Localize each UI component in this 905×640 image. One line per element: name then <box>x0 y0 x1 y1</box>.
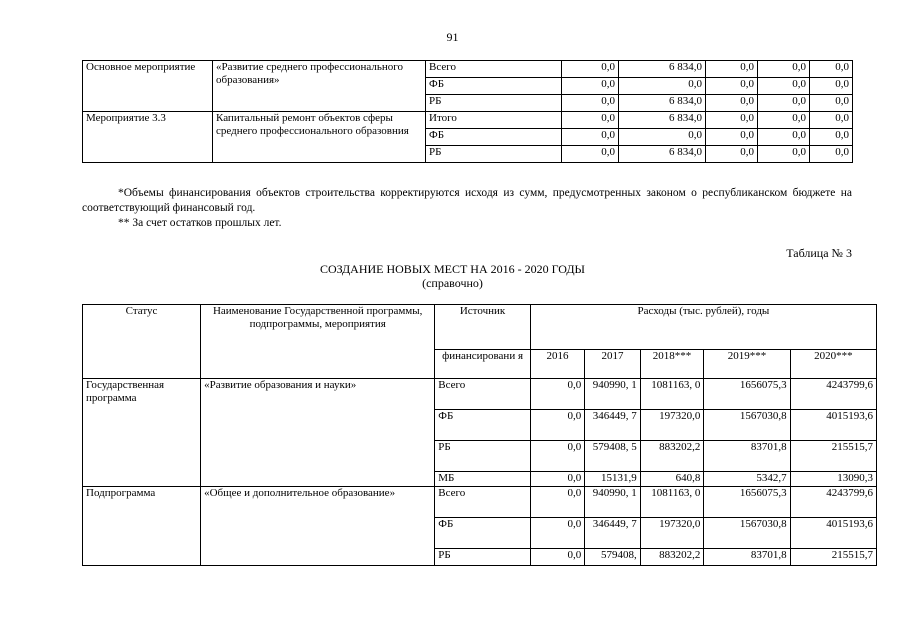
row-value: 0,0 <box>706 95 758 112</box>
row-value: 6 834,0 <box>619 61 706 78</box>
row-value: 0,0 <box>562 61 619 78</box>
row-value: 4015193,6 <box>790 410 876 441</box>
header-expenses: Расходы (тыс. рублей), годы <box>530 305 876 350</box>
header-year-2020: 2020*** <box>790 350 876 379</box>
row-value: 6 834,0 <box>619 112 706 129</box>
row-status: Мероприятие 3.3 <box>83 112 213 163</box>
title-line-2: (справочно) <box>422 276 483 290</box>
row-source: ФБ <box>435 518 531 549</box>
row-program-name: «Развитие образования и науки» <box>201 379 435 487</box>
row-value: 0,0 <box>758 146 810 163</box>
footnote-financing: *Объемы финансирования объектов строительства корректируются исходя из сумм, предусмотренных законом о республиканском бюджете на соответствующий финансовый год. <box>82 187 852 214</box>
row-program-name: «Общее и дополнительное образование» <box>201 487 435 566</box>
row-status: Государственная программа <box>83 379 201 487</box>
row-source: Всего <box>435 379 531 410</box>
row-value: 0,0 <box>810 61 853 78</box>
row-source: РБ <box>426 95 562 112</box>
row-source: Всего <box>435 487 531 518</box>
row-source: ФБ <box>426 129 562 146</box>
row-source: РБ <box>435 441 531 472</box>
row-value: 83701,8 <box>704 441 790 472</box>
row-value: 4243799,6 <box>790 487 876 518</box>
new-places-table <box>82 304 877 566</box>
row-source: Всего <box>426 61 562 78</box>
header-source-top: Источник <box>435 305 531 350</box>
header-year-2017: 2017 <box>585 350 640 379</box>
header-source-bottom: финансировани я <box>435 350 531 379</box>
row-value: 0,0 <box>706 61 758 78</box>
row-value: 940990, 1 <box>585 487 640 518</box>
row-value: 0,0 <box>706 129 758 146</box>
row-value: 0,0 <box>562 95 619 112</box>
header-year-2016: 2016 <box>530 350 584 379</box>
row-value: 0,0 <box>758 61 810 78</box>
table-row <box>83 61 853 78</box>
row-value: 0,0 <box>530 487 584 518</box>
row-value: 1081163, 0 <box>640 487 704 518</box>
row-value: 579408, 5 <box>585 441 640 472</box>
row-value: 0,0 <box>758 78 810 95</box>
table-title <box>0 262 905 290</box>
row-value: 215515,7 <box>790 441 876 472</box>
row-value: 0,0 <box>706 146 758 163</box>
row-value: 0,0 <box>758 129 810 146</box>
row-status: Основное мероприятие <box>83 61 213 112</box>
row-value: 4243799,6 <box>790 379 876 410</box>
row-value: 1656075,3 <box>704 487 790 518</box>
header-name: Наименование Государственной программы, подпрограммы, мероприятия <box>201 305 435 379</box>
row-value: 0,0 <box>706 78 758 95</box>
row-value: 0,0 <box>810 78 853 95</box>
row-value: 0,0 <box>530 549 584 566</box>
row-value: 0,0 <box>706 112 758 129</box>
row-source: ФБ <box>435 410 531 441</box>
row-value: 1081163, 0 <box>640 379 704 410</box>
row-value: 0,0 <box>530 441 584 472</box>
row-source: РБ <box>426 146 562 163</box>
row-value: 6 834,0 <box>619 95 706 112</box>
header-status: Статус <box>83 305 201 379</box>
row-value: 883202,2 <box>640 549 704 566</box>
row-source: МБ <box>435 472 531 487</box>
row-value: 0,0 <box>810 112 853 129</box>
row-value: 0,0 <box>562 78 619 95</box>
row-value: 5342,7 <box>704 472 790 487</box>
row-value: 1567030,8 <box>704 518 790 549</box>
row-value: 0,0 <box>562 146 619 163</box>
row-value: 1567030,8 <box>704 410 790 441</box>
row-value: 4015193,6 <box>790 518 876 549</box>
row-value: 883202,2 <box>640 441 704 472</box>
table-row <box>83 112 853 129</box>
row-value: 0,0 <box>619 78 706 95</box>
table-row <box>83 379 877 410</box>
row-value: 0,0 <box>758 95 810 112</box>
title-line-1: СОЗДАНИЕ НОВЫХ МЕСТ НА 2016 - 2020 ГОДЫ <box>320 262 585 276</box>
row-value: 640,8 <box>640 472 704 487</box>
row-value: 83701,8 <box>704 549 790 566</box>
table-number: Таблица № 3 <box>786 246 852 260</box>
row-value: 0,0 <box>810 95 853 112</box>
footnote-previous-years: ** За счет остатков прошлых лет. <box>118 217 282 229</box>
row-value: 940990, 1 <box>585 379 640 410</box>
row-value: 0,0 <box>562 129 619 146</box>
table-row <box>83 487 877 518</box>
row-value: 13090,3 <box>790 472 876 487</box>
funding-table-continued <box>82 60 853 163</box>
row-source: Итого <box>426 112 562 129</box>
row-value: 1656075,3 <box>704 379 790 410</box>
row-value: 0,0 <box>758 112 810 129</box>
row-value: 0,0 <box>530 518 584 549</box>
header-row-1 <box>83 305 877 350</box>
row-value: 197320,0 <box>640 518 704 549</box>
row-value: 0,0 <box>562 112 619 129</box>
row-value: 6 834,0 <box>619 146 706 163</box>
header-year-2019: 2019*** <box>704 350 790 379</box>
header-year-2018: 2018*** <box>640 350 704 379</box>
row-value: 346449, 7 <box>585 410 640 441</box>
row-value: 579408, <box>585 549 640 566</box>
page-number: 91 <box>446 30 459 44</box>
row-value: 0,0 <box>619 129 706 146</box>
row-program-name: Капитальный ремонт объектов сферы среднего профессионального образовния <box>213 112 426 163</box>
row-status: Подпрограмма <box>83 487 201 566</box>
row-program-name: «Развитие среднего профессионального образования» <box>213 61 426 112</box>
row-value: 0,0 <box>810 129 853 146</box>
row-value: 0,0 <box>810 146 853 163</box>
row-value: 0,0 <box>530 472 584 487</box>
row-value: 197320,0 <box>640 410 704 441</box>
row-value: 0,0 <box>530 410 584 441</box>
row-value: 346449, 7 <box>585 518 640 549</box>
row-value: 0,0 <box>530 379 584 410</box>
row-value: 215515,7 <box>790 549 876 566</box>
row-value: 15131,9 <box>585 472 640 487</box>
row-source: РБ <box>435 549 531 566</box>
row-source: ФБ <box>426 78 562 95</box>
